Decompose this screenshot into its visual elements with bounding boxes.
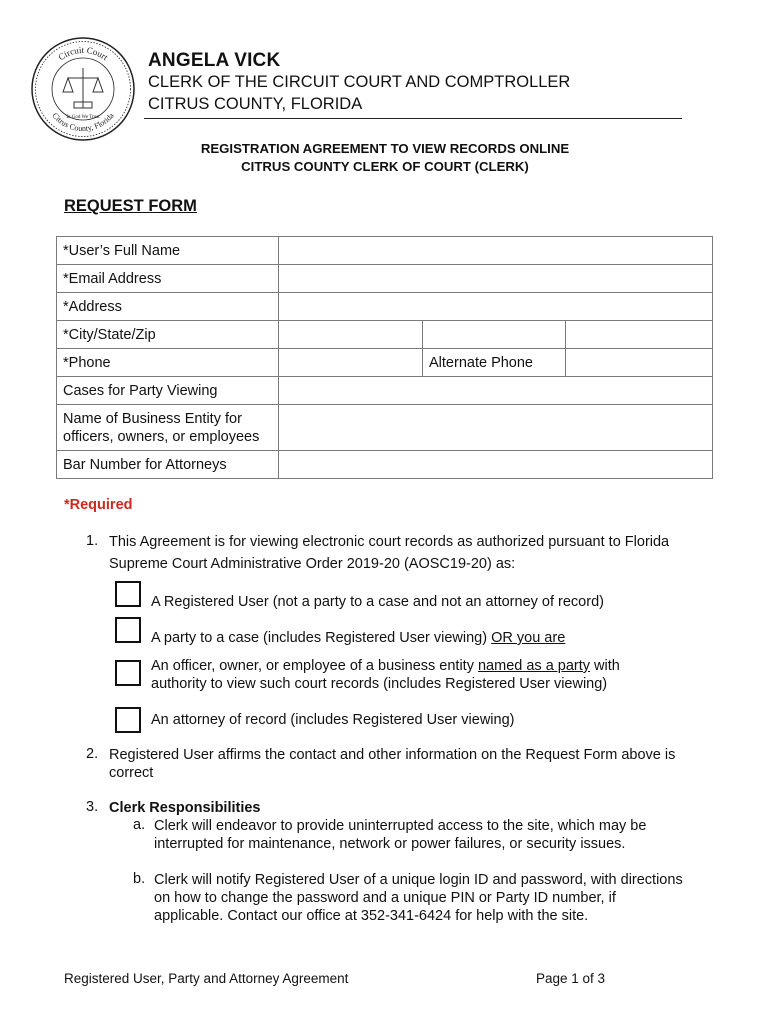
alternate-phone-field[interactable] bbox=[566, 349, 713, 377]
section-2-text-line2: correct bbox=[109, 765, 154, 781]
cases-label: Cases for Party Viewing bbox=[57, 377, 279, 405]
business-entity-field[interactable] bbox=[279, 405, 713, 451]
attorney-checkbox[interactable] bbox=[115, 707, 141, 733]
business-officer-checkbox[interactable] bbox=[115, 660, 141, 686]
svg-text:Citrus County, Florida: Citrus County, Florida bbox=[50, 111, 116, 134]
section-2-number: 2. bbox=[86, 746, 99, 762]
section-1-number: 1. bbox=[86, 533, 99, 549]
clerk-title: CLERK OF THE CIRCUIT COURT AND COMPTROLLER bbox=[148, 73, 571, 91]
business-entity-label-line1: Name of Business Entity for bbox=[63, 410, 242, 427]
cases-field[interactable] bbox=[279, 377, 713, 405]
attorney-option: An attorney of record (includes Registered User viewing) bbox=[151, 712, 515, 728]
state-field[interactable] bbox=[423, 321, 566, 349]
full-name-field[interactable] bbox=[279, 237, 713, 265]
svg-text:In God We Trust: In God We Trust bbox=[66, 115, 100, 120]
item-a-line2: interrupted for maintenance, network or power failures, or security issues. bbox=[154, 836, 626, 852]
clerk-seal-logo bbox=[30, 36, 136, 142]
named-as-party-text: named as a party bbox=[477, 658, 591, 674]
zip-field[interactable] bbox=[566, 321, 713, 349]
or-you-are-text: OR you are bbox=[491, 630, 566, 646]
business-officer-option bbox=[151, 657, 620, 693]
alternate-phone-label: Alternate Phone bbox=[423, 349, 566, 377]
section-3-number: 3. bbox=[86, 799, 99, 815]
clerk-name: ANGELA VICK bbox=[148, 50, 281, 71]
request-form-heading: REQUEST FORM bbox=[64, 197, 197, 215]
party-to-case-option bbox=[151, 629, 565, 647]
item-b-line1: Clerk will notify Registered User of a unique login ID and password, with directions bbox=[154, 872, 683, 888]
required-note: *Required bbox=[64, 497, 133, 513]
svg-text:Circuit Court: Circuit Court bbox=[56, 44, 110, 63]
business-entity-label-line2: officers, owners, or employees bbox=[63, 428, 260, 445]
item-b-label: b. bbox=[133, 871, 146, 887]
header-rule bbox=[144, 118, 682, 119]
address-field[interactable] bbox=[279, 293, 713, 321]
document-subtitle: CITRUS COUNTY CLERK OF COURT (CLERK) bbox=[241, 159, 529, 174]
phone-label: *Phone bbox=[57, 349, 279, 377]
business-entity-label bbox=[57, 405, 279, 451]
footer-page-number: Page 1 of 3 bbox=[536, 971, 606, 986]
full-name-label: *User’s Full Name bbox=[57, 237, 279, 265]
city-state-zip-label: *City/State/Zip bbox=[57, 321, 279, 349]
party-to-case-checkbox[interactable] bbox=[115, 617, 141, 643]
item-b-line3: applicable. Contact our office at 352-341-6424 for help with the site. bbox=[154, 908, 589, 924]
section-1-text-line1: This Agreement is for viewing electronic court records as authorized pursuant to Florida bbox=[109, 534, 670, 550]
registered-user-option: A Registered User (not a party to a case and not an attorney of record) bbox=[151, 594, 604, 610]
section-1-text-line2: Supreme Court Administrative Order 2019-20 (AOSC19-20) as: bbox=[109, 556, 516, 572]
section-3-heading: Clerk Responsibilities bbox=[109, 800, 261, 816]
with-text: with bbox=[590, 658, 620, 674]
email-field[interactable] bbox=[279, 265, 713, 293]
footer-document-name: Registered User, Party and Attorney Agreement bbox=[64, 971, 349, 986]
business-officer-text-line2: authority to view such court records (includes Registered User viewing) bbox=[151, 676, 608, 692]
bar-number-field[interactable] bbox=[279, 451, 713, 479]
party-to-case-text: A party to a case (includes Registered User viewing) bbox=[151, 630, 492, 646]
county-name: CITRUS COUNTY, FLORIDA bbox=[148, 95, 363, 113]
item-b-line2: on how to change the password and a unique PIN or Party ID number, if bbox=[154, 890, 616, 906]
item-a-line1: Clerk will endeavor to provide uninterrupted access to the site, which may be bbox=[154, 818, 647, 834]
city-field[interactable] bbox=[279, 321, 423, 349]
address-label: *Address bbox=[57, 293, 279, 321]
bar-number-label: Bar Number for Attorneys bbox=[57, 451, 279, 479]
business-officer-text: An officer, owner, or employee of a business entity bbox=[151, 658, 478, 674]
phone-field[interactable] bbox=[279, 349, 423, 377]
item-a-label: a. bbox=[133, 817, 146, 833]
request-form-table bbox=[56, 236, 713, 479]
email-label: *Email Address bbox=[57, 265, 279, 293]
document-title: REGISTRATION AGREEMENT TO VIEW RECORDS ONLINE bbox=[200, 141, 570, 156]
registered-user-checkbox[interactable] bbox=[115, 581, 141, 607]
section-2-text-line1: Registered User affirms the contact and other information on the Request Form above is bbox=[109, 747, 676, 763]
